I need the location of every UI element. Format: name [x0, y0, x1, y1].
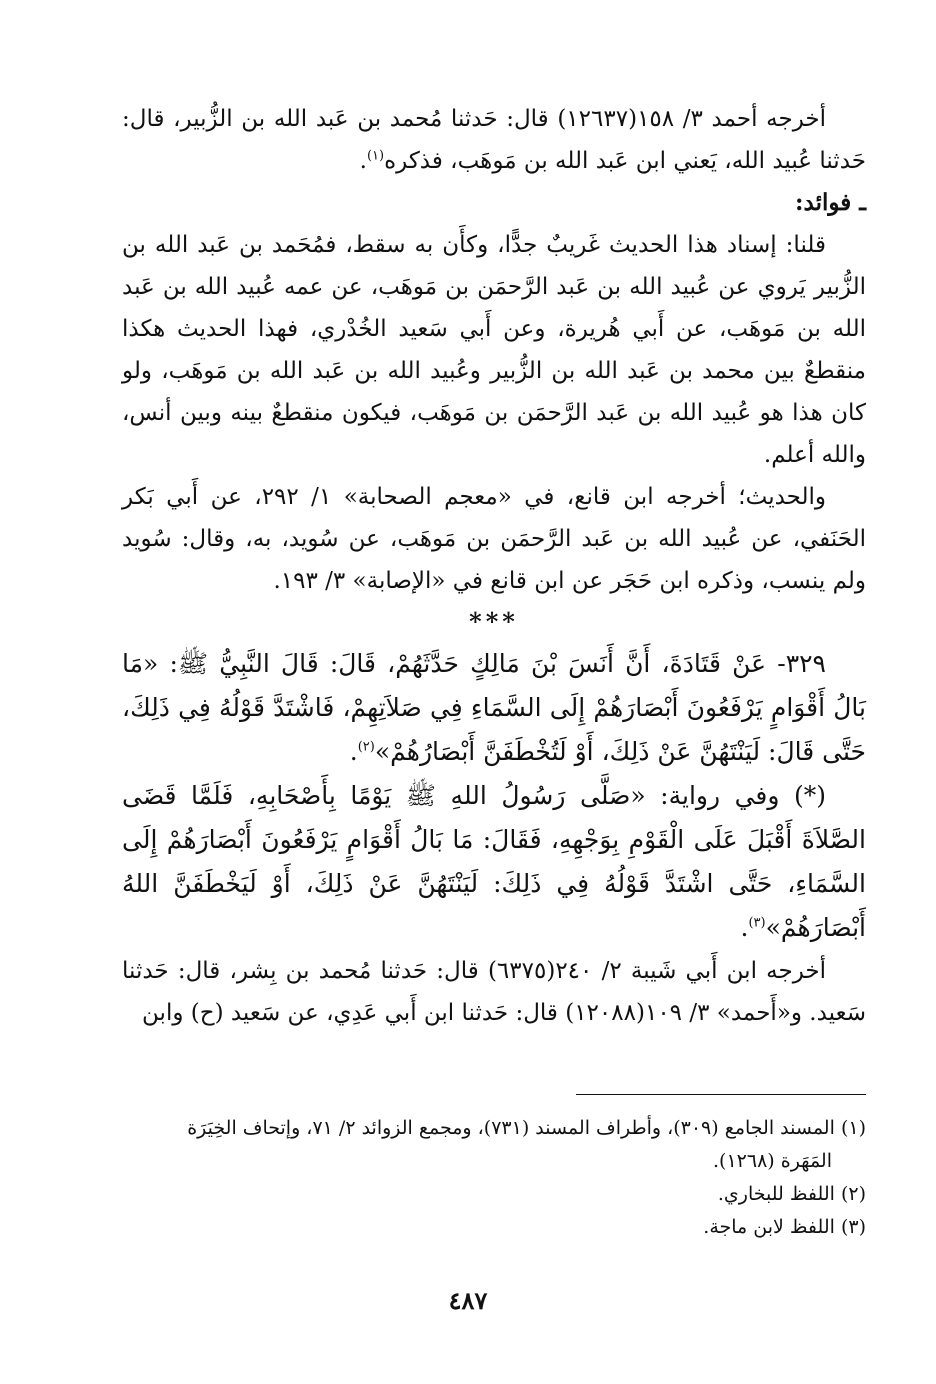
footnote-1-continuation: المَهَرة (١٢٦٨). — [713, 1150, 832, 1172]
takhrij-text-1: أخرجه أحمد ٣/ ١٥٨(١٢٦٣٧) قال: حَدثنا مُحمد بن عَبد الله بن الزُّبير، قال: حَدثنا عُبيد الله، يَعني ابن عَبد الله بن مَوهَب، فذكره — [122, 106, 866, 174]
section-separator: *** — [469, 607, 519, 636]
main-text — [122, 98, 866, 1034]
footnote-3 — [122, 1211, 866, 1244]
footnotes — [122, 1112, 866, 1244]
footnote-ref-1: (١) — [366, 148, 385, 164]
hadith-329-text: ٣٢٩- عَنْ قَتَادَةَ، أَنَّ أَنَسَ بْنَ مَالِكٍ حَدَّثَهُمْ، قَالَ: قَالَ النَّبِيُّ ﷺ: «مَا بَالُ أَقْوَامٍ يَرْفَعُونَ أَبْصَارَهُمْ إِلَى السَّمَاءِ فِي صَلاَتِهِمْ، فَاشْتَدَّ قَوْلُهُ فِي ذَلِكَ، حَتَّى قَالَ: لَيَنْتَهُنَّ عَنْ ذَلِكَ، أَوْ لَتُخْطَفَنَّ أَبْصَارُهُمْ» — [122, 649, 866, 766]
riwaya-text: (*) وفي رواية: «صَلَّى رَسُولُ اللهِ ﷺ يَوْمًا بِأَصْحَابِهِ، فَلَمَّا قَضَى الصَّلاَةَ أَقْبَلَ عَلَى الْقَوْمِ بِوَجْهِهِ، فَقَالَ: مَا بَالُ أَقْوَامٍ يَرْفَعُونَ أَبْصَارَهُمْ إِلَى السَّمَاءِ، حَتَّى اشْتَدَّ قَوْلُهُ فِي ذَلِكَ: لَيَنْتَهُنَّ عَنْ ذَلِكَ، أَوْ لَيَخْطَفَنَّ اللهُ أَبْصَارَهُمْ» — [122, 781, 866, 942]
footnote-ref-2: (٢) — [357, 739, 375, 755]
footnote-2-number: (٢) — [840, 1183, 866, 1205]
takhrij-paragraph-1 — [122, 98, 866, 182]
page-number: ٤٨٧ — [448, 1286, 488, 1315]
footnote-3-number: (٣) — [840, 1216, 866, 1238]
footnote-2 — [122, 1178, 866, 1211]
hadith-329-riwaya — [122, 774, 866, 950]
footnote-1-text: المسند الجامع (٣٠٩)، وأطراف المسند (٧٣١)، ومجمع الزوائد ٢/ ٧١، وإتحاف الخِيَرَة — [187, 1117, 835, 1139]
commentary-paragraph: قلنا: إسناد هذا الحديث غَريبٌ جدًّا، وكأَن به سقط، فمُحَمد بن عَبد الله بن الزُّبير يَروي عن عُبيد الله بن عَبد الرَّحمَن بن مَوهَب، عن عمه عُبيد الله بن عَبد الله بن مَوهَب، عن أَبي هُريرة، وعن أَبي سَعيد الخُدْري، فهذا الحديث هكذا منقطعٌ بين محمد بن عَبد الله بن الزُّبير وعُبيد الله بن عَبد الله بن مَوهَب، ولو كان هذا هو عُبيد الله بن عَبد الرَّحمَن بن مَوهَب، فيكون منقطعٌ بينه وبين أنس، والله أعلم. — [122, 232, 866, 468]
footnote-ref-3: (٣) — [748, 915, 766, 931]
takhrij-paragraph-3: أخرجه ابن أَبي شَيبة ٢/ ٢٤٠(٦٣٧٥) قال: حَدثنا مُحمد بن بِشر، قال: حَدثنا سَعيد. و«أَحمد» ٣/ ١٠٩(١٢٠٨٨) قال: حَدثنا ابن أَبي عَدِي، عن سَعيد (ح) وابن — [122, 958, 866, 1026]
footnote-2-text: اللفظ للبخاري. — [717, 1183, 835, 1205]
section-heading-fawaid: ـ فوائد: — [795, 189, 866, 216]
riwaya-end: . — [740, 913, 749, 942]
footnote-3-text: اللفظ لابن ماجة. — [703, 1216, 835, 1238]
footnote-1 — [122, 1112, 866, 1178]
footnote-divider — [576, 1094, 866, 1095]
takhrij-paragraph-2: والحديث؛ أخرجه ابن قانع، في «معجم الصحابة» ١/ ٢٩٢، عن أَبي بَكر الحَنَفي، عن عُبيد الله بن عَبد الرَّحمَن بن مَوهَب، عن سُويد، به، وقال: سُويد ولم ينسب، وذكره ابن حَجَر عن ابن قانع في «الإصابة» ٣/ ١٩٣. — [122, 484, 866, 594]
p1-end: . — [359, 148, 367, 174]
hadith-329-end: . — [349, 737, 358, 766]
hadith-329 — [122, 642, 866, 774]
footnote-1-number: (١) — [840, 1117, 866, 1139]
